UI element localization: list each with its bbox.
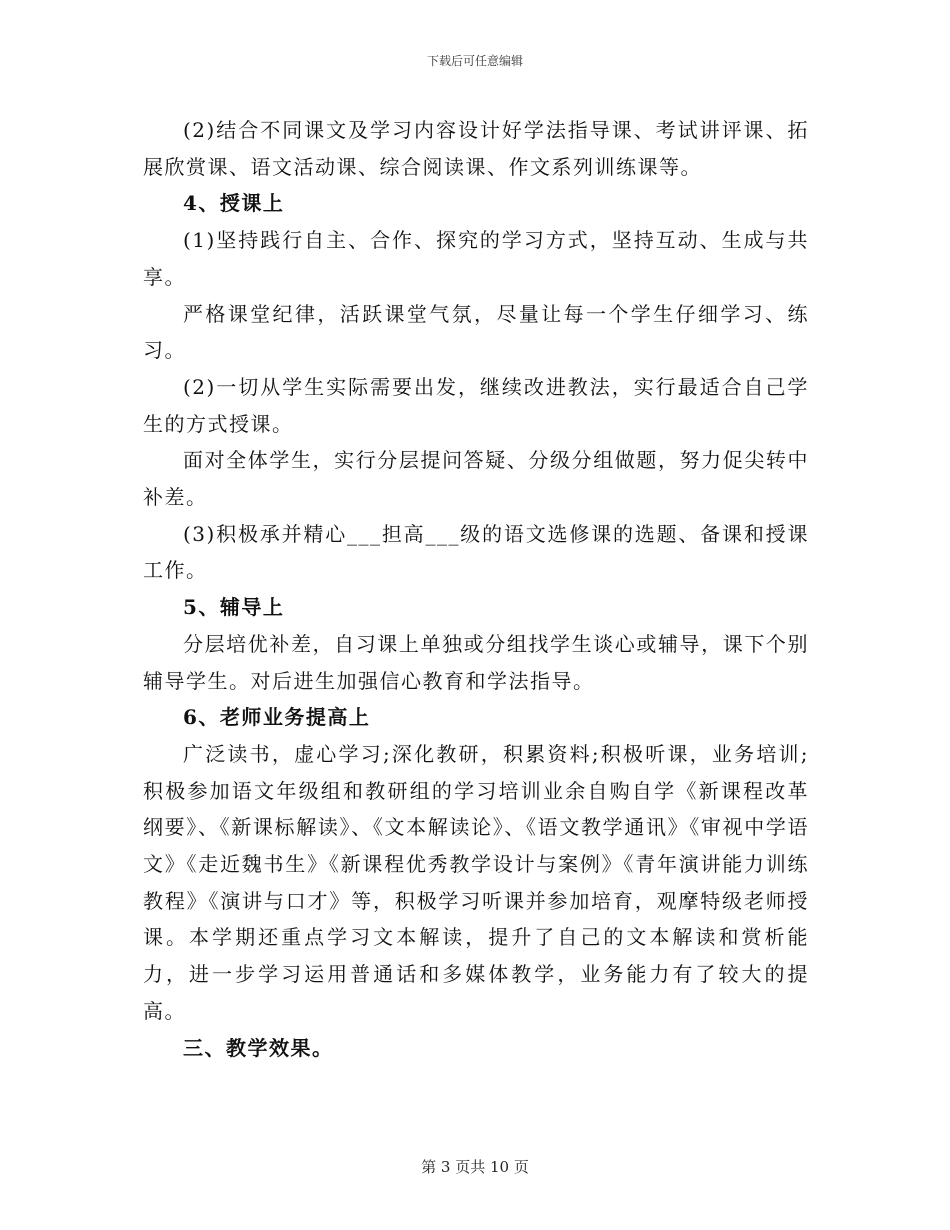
heading-tutoring: 5、辅导上 xyxy=(183,595,285,620)
heading-teaching-results: 三、教学效果。 xyxy=(183,1035,334,1060)
paragraph-method-courses: (2)结合不同课文及学习内容设计好学法指导课、考试讲评课、拓展欣赏课、语文活动课、综合阅读课、作文系列训练课等。 xyxy=(143,118,809,179)
page-footer: 第 3 页共 10 页 xyxy=(421,1158,529,1176)
paragraph-elective-courses: (3)积极承并精心___担高___级的语文选修课的选题、备课和授课工作。 xyxy=(143,521,809,583)
paragraph-learning-style: (1)坚持践行自主、合作、探究的学习方式，坚持互动、生成与共享。 xyxy=(143,228,809,289)
paragraph-discipline: 严格课堂纪律，活跃课堂气氛，尽量让每一个学生仔细学习、练习。 xyxy=(143,301,809,363)
page-header: 下载后可任意编辑 xyxy=(426,54,523,68)
paragraph-professional-development: 广泛读书，虚心学习;深化教研，积累资料;积极听课，业务培训;积极参加语文年级组和教研组的学习培训业余自购自学《新课程改革纲要》、《新课标解读》、《文本解读论》、《语文教学通讯》《审视中学语文》《走近魏书生》《新课程优秀教学设计与案例》《青年演讲能力训练教程》《演讲与口才》等，积极学习听课并参加培育，观摩特级老师授课。本学期还重点学习文本解读，提升了自己的文本解读和赏析能力，进一步学习运用普通话和多媒体教学，业务能力有了较大的提高。 xyxy=(143,741,809,1023)
heading-teaching: 4、授课上 xyxy=(183,191,285,216)
paragraph-student-needs: (2)一切从学生实际需要出发，继续改进教法，实行最适合自己学生的方式授课。 xyxy=(143,374,809,436)
paragraph-layered-questions: 面对全体学生，实行分层提问答疑、分级分组做题，努力促尖转中补差。 xyxy=(143,448,809,510)
paragraph-tutoring: 分层培优补差，自习课上单独或分组找学生谈心或辅导，课下个别辅导学生。对后进生加强信心教育和学法指导。 xyxy=(143,631,809,693)
document-body xyxy=(143,112,809,1066)
heading-professional-development: 6、老师业务提高上 xyxy=(183,705,371,730)
